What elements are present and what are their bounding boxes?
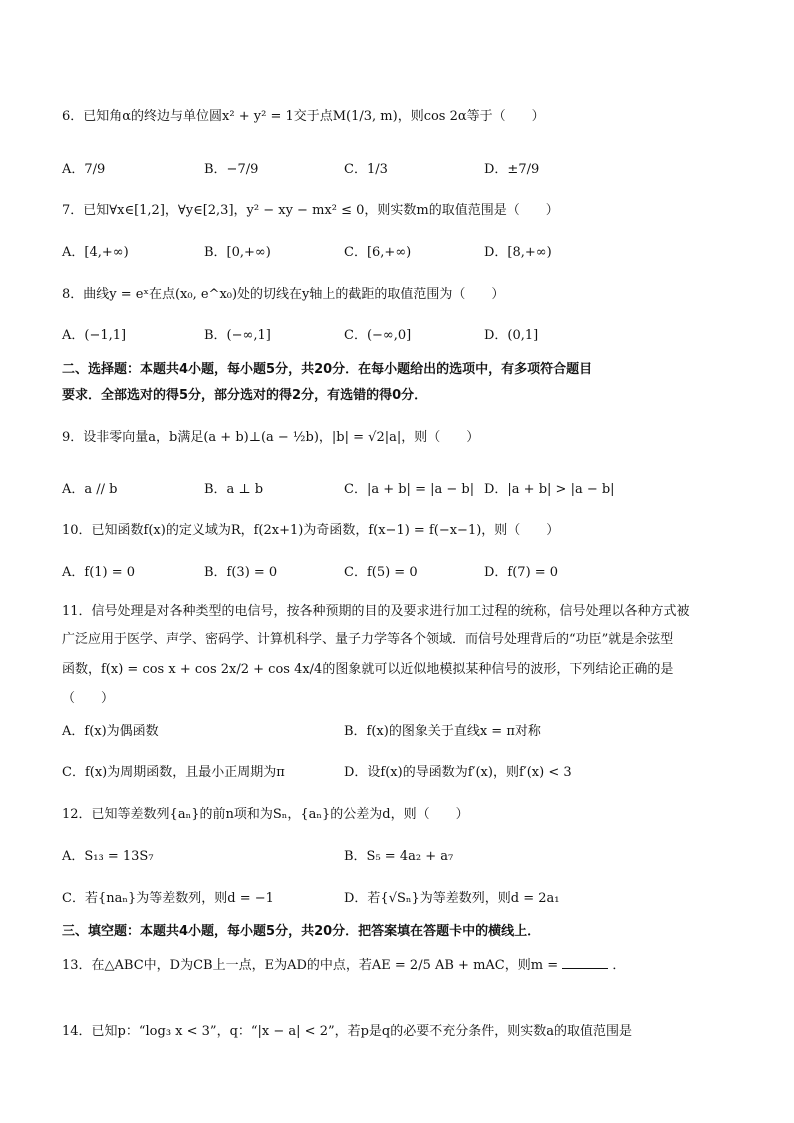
question-8: 8．曲线y = eˣ在点(x₀, e^x₀)处的切线在y轴上的截距的取值范围为（ ） xyxy=(62,287,505,302)
q11-option-c: C．f(x)为周期函数，且最小正周期为π xyxy=(62,765,285,780)
q6-option-c: C．1/3 xyxy=(344,162,388,177)
q7-option-a: A．[4,+∞) xyxy=(62,245,129,260)
q6-option-d: D．±7/9 xyxy=(484,162,540,177)
question-12: 12．已知等差数列{aₙ}的前n项和为Sₙ，{aₙ}的公差为d，则（ ） xyxy=(62,807,469,822)
answer-blank xyxy=(562,956,608,969)
section-3-heading: 三、填空题：本题共4小题，每小题5分，共20分．把答案填在答题卡中的横线上． xyxy=(62,924,541,939)
q7-option-c: C．[6,+∞) xyxy=(344,245,412,260)
question-11-line-4: （ ） xyxy=(62,691,115,706)
q12-option-d: D．若{√Sₙ}为等差数列，则d = 2a₁ xyxy=(344,891,560,906)
q10-option-a: A．f(1) = 0 xyxy=(62,565,136,580)
q9-option-d: D．|a + b| > |a − b| xyxy=(484,482,615,497)
question-6: 6．已知角α的终边与单位圆x² + y² = 1交于点M(1/3, m)，则cos 2α等于（ ） xyxy=(62,109,545,124)
q9-option-b: B．a ⊥ b xyxy=(204,482,264,497)
q10-option-c: C．f(5) = 0 xyxy=(344,565,418,580)
question-9: 9．设非零向量a，b满足(a + b)⊥(a − ½b)，|b| = √2|a|，则（ ） xyxy=(62,430,480,445)
q8-option-b: B．(−∞,1] xyxy=(204,328,271,343)
q6-option-a: A．7/9 xyxy=(62,162,106,177)
q8-option-d: D．(0,1] xyxy=(484,328,539,343)
section-2-heading-line-1: 二、选择题：本题共4小题，每小题5分，共20分．在每小题给出的选项中，有多项符合题目 xyxy=(62,362,593,377)
question-13 xyxy=(62,956,625,976)
question-11-line-3: 函数，f(x) = cos x + cos 2x/2 + cos 4x/4的图象就可以近似地模拟某种信号的波形，下列结论正确的是 xyxy=(62,662,674,677)
q11-option-d: D．设f(x)的导函数为f′(x)，则f′(x) < 3 xyxy=(344,765,572,780)
q13-suffix: ． xyxy=(612,958,626,973)
q7-option-d: D．[8,+∞) xyxy=(484,245,552,260)
q6-option-b: B．−7/9 xyxy=(204,162,259,177)
q9-option-c: C．|a + b| = |a − b| xyxy=(344,482,475,497)
q10-option-d: D．f(7) = 0 xyxy=(484,565,559,580)
question-11-line-2: 广泛应用于医学、声学、密码学、计算机科学、量子力学等各个领域．而信号处理背后的“功臣”就是余弦型 xyxy=(62,632,674,647)
q12-option-a: A．S₁₃ = 13S₇ xyxy=(62,849,154,864)
question-11-line-1: 11．信号处理是对各种类型的电信号，按各种预期的目的及要求进行加工过程的统称，信号处理以各种方式被 xyxy=(62,604,690,619)
q8-option-a: A．(−1,1] xyxy=(62,328,127,343)
q7-option-b: B．[0,+∞) xyxy=(204,245,271,260)
q8-option-c: C．(−∞,0] xyxy=(344,328,412,343)
q11-option-b: B．f(x)的图象关于直线x = π对称 xyxy=(344,724,541,739)
question-10: 10．已知函数f(x)的定义域为R，f(2x+1)为奇函数，f(x−1) = f(−x−1)，则（ ） xyxy=(62,523,560,538)
q12-option-c: C．若{naₙ}为等差数列，则d = −1 xyxy=(62,891,274,906)
section-2-heading-line-2: 要求．全部选对的得5分，部分选对的得2分，有选错的得0分． xyxy=(62,388,428,403)
q12-option-b: B．S₅ = 4a₂ + a₇ xyxy=(344,849,454,864)
q10-option-b: B．f(3) = 0 xyxy=(204,565,278,580)
q9-option-a: A．a // b xyxy=(62,482,118,497)
question-14: 14．已知p：“log₃ x < 3”，q：“|x − a| < 2”，若p是q的必要不充分条件，则实数a的取值范围是 xyxy=(62,1024,633,1039)
q11-option-a: A．f(x)为偶函数 xyxy=(62,724,159,739)
q13-text: 13．在△ABC中，D为CB上一点，E为AD的中点，若AE = 2/5 AB + mAC，则m = xyxy=(62,958,559,973)
question-7: 7．已知∀x∈[1,2]，∀y∈[2,3]，y² − xy − mx² ≤ 0，则实数m的取值范围是（ ） xyxy=(62,203,559,218)
